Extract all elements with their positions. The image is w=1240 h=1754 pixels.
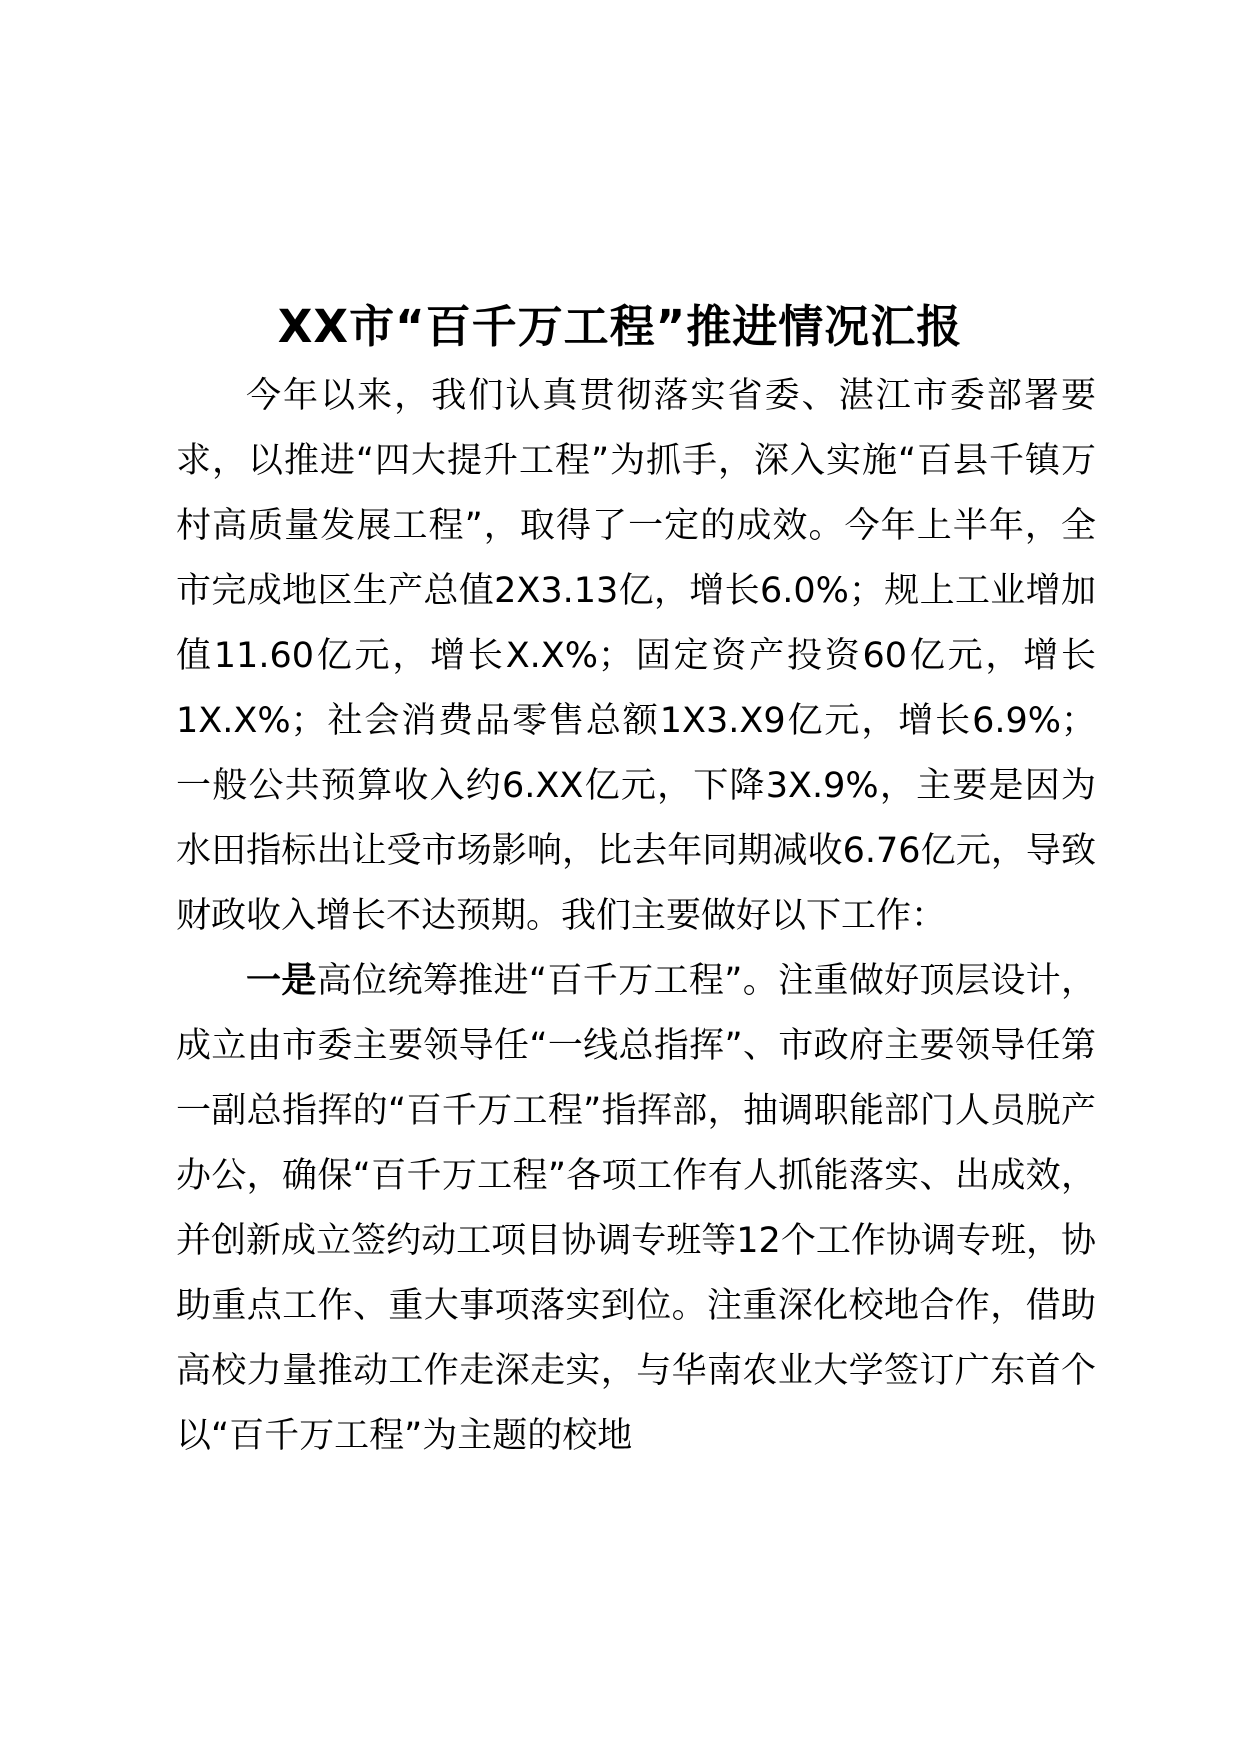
document-body (176, 364, 1096, 1469)
paragraph-point-one-text: 高位统筹推进“百千万工程”。注重做好顶层设计，成立由市委主要领导任“一线总指挥”、市政府主要领导任第一副总指挥的“百千万工程”指挥部，抽调职能部门人员脱产办公，确保“百千万工程”各项工作有人抓能落实、出成效，并创新成立签约动工项目协调专班等12个工作协调专班，协助重点工作、重大事项落实到位。注重深化校地合作，借助高校力量推动工作走深走实，与华南农业大学签订广东首个以“百千万工程”为主题的校地 (176, 961, 1096, 1456)
paragraph-intro-text: 今年以来，我们认真贯彻落实省委、湛江市委部署要求，以推进“四大提升工程”为抓手，深入实施“百县千镇万村高质量发展工程”，取得了一定的成效。今年上半年，全市完成地区生产总值2X3.13亿，增长6.0%；规上工业增加值11.60亿元，增长X.X%；固定资产投资60亿元，增长1X.X%；社会消费品零售总额1X3.X9亿元，增长6.9%；一般公共预算收入约6.XX亿元，下降3X.9%，主要是因为水田指标出让受市场影响，比去年同期减收6.76亿元，导致财政收入增长不达预期。我们主要做好以下工作： (176, 376, 1096, 936)
paragraph-intro (176, 364, 1096, 949)
document-title: XX市“百千万工程”推进情况汇报 (277, 300, 963, 354)
paragraph-point-one-lead: 一是 (246, 961, 317, 1001)
paragraph-point-one (176, 949, 1096, 1469)
